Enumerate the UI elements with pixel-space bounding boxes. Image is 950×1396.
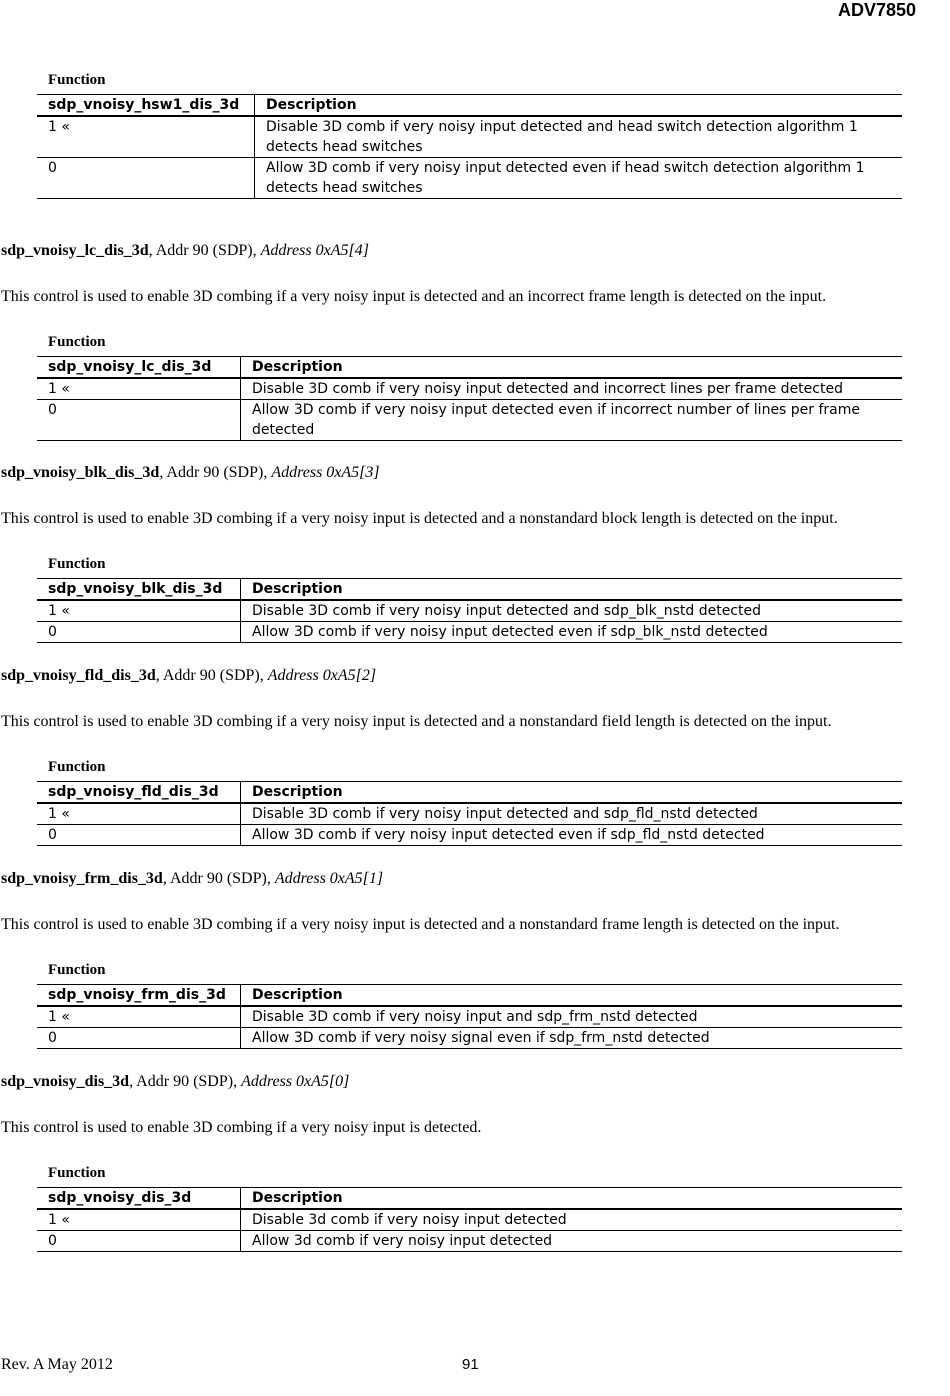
register-function-table [37,984,902,1049]
table-header-register: sdp_vnoisy_lc_dis_3d [37,357,241,379]
register-name: sdp_vnoisy_frm_dis_3d [1,870,163,887]
register-name: sdp_vnoisy_fld_dis_3d [1,667,156,684]
table-cell-description: Disable 3D comb if very noisy input and sdp_frm_nstd detected [241,1006,903,1028]
register-name: sdp_vnoisy_blk_dis_3d [1,464,160,481]
table-cell-value: 0 [37,825,241,846]
register-heading [1,667,376,685]
table-row [37,378,902,400]
register-addr: , Addr 90 (SDP), [129,1073,242,1090]
register-address: Address 0xA5[0] [241,1073,350,1090]
table-row [37,1028,902,1049]
function-label: Function [48,1165,106,1181]
register-name: sdp_vnoisy_lc_dis_3d [1,242,149,259]
table-header-register: sdp_vnoisy_fld_dis_3d [37,782,241,804]
table-row [37,1231,902,1252]
register-description: This control is used to enable 3D combing if a very noisy input is detected and a nonstandard frame length is detected on the input. [1,916,840,933]
register-function-table [37,1187,902,1252]
table-header-register: sdp_vnoisy_blk_dis_3d [37,579,241,601]
register-addr: , Addr 90 (SDP), [159,464,272,481]
register-addr: , Addr 90 (SDP), [155,667,268,684]
register-heading [1,870,383,888]
table-cell-description: Allow 3D comb if very noisy input detected even if incorrect number of lines per frame detected [241,400,903,441]
table-header-description: Description [241,1188,903,1210]
table-header-description: Description [255,95,903,117]
table-cell-description: Disable 3D comb if very noisy input detected and head switch detection algorithm 1 detects head switches [255,116,903,158]
register-description: This control is used to enable 3D combing if a very noisy input is detected and an incorrect frame length is detected on the input. [1,288,827,305]
table-cell-value: 0 [37,400,241,441]
table-cell-description: Disable 3d comb if very noisy input detected [241,1209,903,1231]
register-function-table [37,578,902,643]
table-row [37,116,902,158]
table-row [37,1006,902,1028]
register-description: This control is used to enable 3D combing if a very noisy input is detected and a nonstandard field length is detected on the input. [1,713,832,730]
function-label: Function [48,759,106,775]
footer-page-number: 91 [462,1356,479,1373]
table-cell-value: 1 « [37,803,241,825]
register-function-table [37,356,902,441]
table-cell-value: 1 « [37,116,255,158]
table-row [37,622,902,643]
register-address: Address 0xA5[2] [267,667,377,684]
table-cell-value: 0 [37,1028,241,1049]
register-address: Address 0xA5[1] [274,870,384,887]
register-name: sdp_vnoisy_dis_3d [1,1073,130,1090]
register-description: This control is used to enable 3D combing if a very noisy input is detected. [1,1119,482,1136]
register-function-table [37,781,902,846]
table-header-register: sdp_vnoisy_dis_3d [37,1188,241,1210]
register-addr: , Addr 90 (SDP), [148,242,261,259]
function-label: Function [48,334,106,350]
table-row [37,600,902,622]
table-cell-value: 1 « [37,1006,241,1028]
table-cell-description: Allow 3D comb if very noisy input detected even if sdp_blk_nstd detected [241,622,903,643]
table-row [37,803,902,825]
table-header-description: Description [241,579,903,601]
table-row [37,158,902,199]
table-cell-description: Disable 3D comb if very noisy input detected and incorrect lines per frame detected [241,378,903,400]
table-row [37,1209,902,1231]
table-cell-value: 1 « [37,600,241,622]
table-header-description: Description [241,357,903,379]
table-cell-description: Allow 3D comb if very noisy input detected even if head switch detection algorithm 1 detects head switches [255,158,903,199]
table-cell-value: 1 « [37,378,241,400]
document-header-title: ADV7850 [837,0,916,20]
function-label: Function [48,556,106,572]
table-row [37,400,902,441]
register-addr: , Addr 90 (SDP), [162,870,275,887]
table-cell-value: 0 [37,158,255,199]
register-heading [1,242,369,260]
register-description: This control is used to enable 3D combing if a very noisy input is detected and a nonstandard block length is detected on the input. [1,510,838,527]
register-heading [1,464,380,482]
table-row [37,825,902,846]
table-cell-value: 0 [37,1231,241,1252]
function-label: Function [48,962,106,978]
table-header-register: sdp_vnoisy_frm_dis_3d [37,985,241,1007]
table-cell-value: 0 [37,622,241,643]
table-cell-value: 1 « [37,1209,241,1231]
table-header-description: Description [241,985,903,1007]
table-cell-description: Allow 3D comb if very noisy input detected even if sdp_fld_nstd detected [241,825,903,846]
table-cell-description: Disable 3D comb if very noisy input detected and sdp_blk_nstd detected [241,600,903,622]
function-label: Function [48,72,106,88]
footer-revision: Rev. A May 2012 [1,1356,113,1373]
table-header-register: sdp_vnoisy_hsw1_dis_3d [37,95,255,117]
register-address: Address 0xA5[3] [271,464,380,481]
register-heading [1,1073,349,1091]
table-cell-description: Allow 3d comb if very noisy input detected [241,1231,903,1252]
register-function-table [37,94,902,199]
table-cell-description: Allow 3D comb if very noisy signal even if sdp_frm_nstd detected [241,1028,903,1049]
table-cell-description: Disable 3D comb if very noisy input detected and sdp_fld_nstd detected [241,803,903,825]
table-header-description: Description [241,782,903,804]
register-address: Address 0xA5[4] [260,242,369,259]
